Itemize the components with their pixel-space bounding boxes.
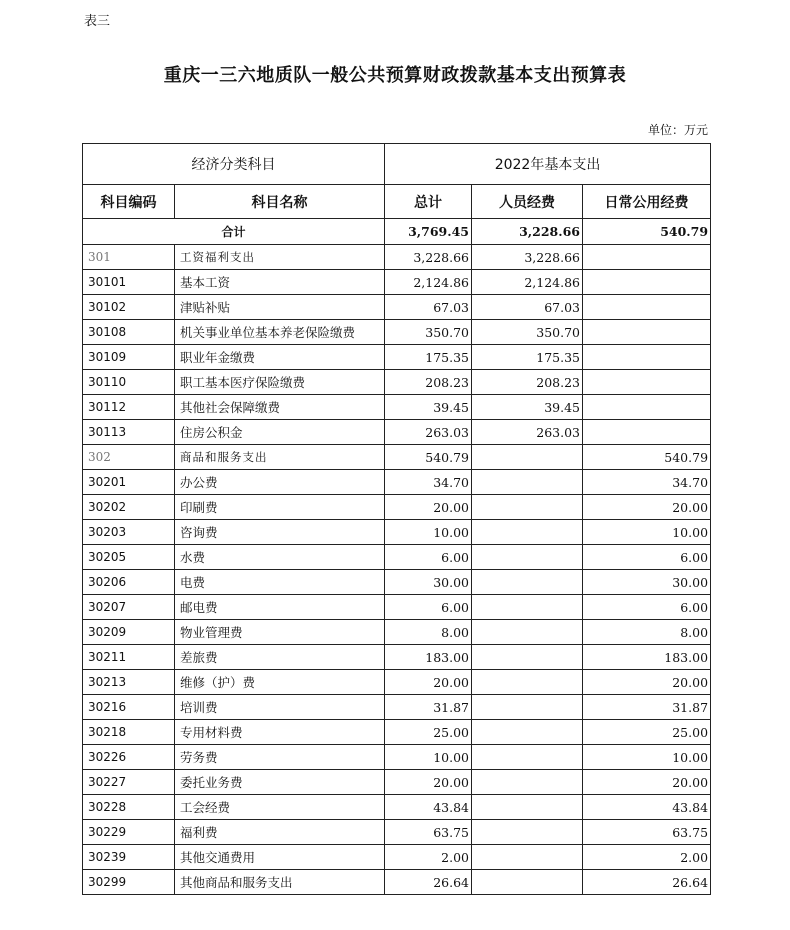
row-total-cell: 43.84	[385, 795, 472, 820]
unit-label: 单位：万元	[647, 123, 708, 137]
row-code-cell: 30112	[83, 395, 175, 420]
row-code-cell: 302	[83, 445, 175, 470]
category-group-header: 经济分类科目	[83, 144, 385, 185]
row-personnel-cell: 39.45	[472, 395, 583, 420]
table-row	[83, 470, 711, 495]
row-personnel-cell	[472, 470, 583, 495]
row-code-cell: 30216	[83, 695, 175, 720]
row-name-cell: 印刷费	[175, 495, 385, 520]
row-total-cell: 10.00	[385, 745, 472, 770]
table-row	[83, 795, 711, 820]
code-column-header: 科目编码	[83, 185, 175, 219]
row-public-cell	[583, 420, 711, 445]
row-personnel-cell	[472, 820, 583, 845]
row-personnel-cell	[472, 770, 583, 795]
row-public-cell: 63.75	[583, 820, 711, 845]
row-code-cell: 30205	[83, 545, 175, 570]
row-public-cell: 183.00	[583, 645, 711, 670]
row-name-cell: 职业年金缴费	[175, 345, 385, 370]
table-row	[83, 645, 711, 670]
row-public-cell: 25.00	[583, 720, 711, 745]
row-personnel-cell	[472, 745, 583, 770]
row-name-cell: 差旅费	[175, 645, 385, 670]
row-code-cell: 30227	[83, 770, 175, 795]
row-code-cell: 301	[83, 245, 175, 270]
row-code-cell: 30207	[83, 595, 175, 620]
row-code-cell: 30202	[83, 495, 175, 520]
row-personnel-cell	[472, 570, 583, 595]
table-row	[83, 270, 711, 295]
row-total-cell: 25.00	[385, 720, 472, 745]
row-name-cell: 福利费	[175, 820, 385, 845]
row-public-cell: 10.00	[583, 520, 711, 545]
row-personnel-cell: 3,228.66	[472, 245, 583, 270]
row-name-cell: 委托业务费	[175, 770, 385, 795]
table-row	[83, 870, 711, 895]
total-cell: 3,769.45	[385, 219, 472, 245]
page-title: 重庆一三六地质队一般公共预算财政拨款基本支出预算表	[163, 65, 627, 86]
row-total-cell: 350.70	[385, 320, 472, 345]
public-column-header: 日常公用经费	[583, 185, 711, 219]
row-personnel-cell	[472, 595, 583, 620]
row-code-cell: 30299	[83, 870, 175, 895]
row-total-cell: 20.00	[385, 670, 472, 695]
table-row	[83, 695, 711, 720]
row-code-cell: 30206	[83, 570, 175, 595]
row-personnel-cell	[472, 445, 583, 470]
row-total-cell: 540.79	[385, 445, 472, 470]
table-row	[83, 570, 711, 595]
row-personnel-cell	[472, 520, 583, 545]
row-code-cell: 30201	[83, 470, 175, 495]
row-personnel-cell: 263.03	[472, 420, 583, 445]
row-personnel-cell: 350.70	[472, 320, 583, 345]
row-public-cell: 20.00	[583, 495, 711, 520]
row-code-cell: 30113	[83, 420, 175, 445]
row-total-cell: 2,124.86	[385, 270, 472, 295]
table-row	[83, 420, 711, 445]
row-total-cell: 30.00	[385, 570, 472, 595]
table-row	[83, 520, 711, 545]
row-total-cell: 263.03	[385, 420, 472, 445]
row-code-cell: 30239	[83, 845, 175, 870]
row-personnel-cell: 67.03	[472, 295, 583, 320]
row-code-cell: 30109	[83, 345, 175, 370]
name-column-header: 科目名称	[175, 185, 385, 219]
category-row	[83, 445, 711, 470]
row-code-cell: 30110	[83, 370, 175, 395]
row-public-cell	[583, 295, 711, 320]
row-code-cell: 30108	[83, 320, 175, 345]
table-row	[83, 620, 711, 645]
row-code-cell: 30213	[83, 670, 175, 695]
row-total-cell: 67.03	[385, 295, 472, 320]
total-row	[83, 219, 711, 245]
row-personnel-cell	[472, 795, 583, 820]
row-public-cell: 20.00	[583, 670, 711, 695]
row-personnel-cell	[472, 720, 583, 745]
year-group-header: 2022年基本支出	[385, 144, 711, 185]
total-column-header: 总计	[385, 185, 472, 219]
column-header-row	[83, 185, 711, 219]
table-row	[83, 395, 711, 420]
row-personnel-cell: 2,124.86	[472, 270, 583, 295]
row-name-cell: 邮电费	[175, 595, 385, 620]
total-public-cell: 540.79	[583, 219, 711, 245]
table-row	[83, 295, 711, 320]
row-name-cell: 工会经费	[175, 795, 385, 820]
row-public-cell	[583, 270, 711, 295]
row-public-cell: 540.79	[583, 445, 711, 470]
row-code-cell: 30229	[83, 820, 175, 845]
row-name-cell: 津贴补贴	[175, 295, 385, 320]
category-row	[83, 245, 711, 270]
group-header-row	[83, 144, 711, 185]
row-total-cell: 208.23	[385, 370, 472, 395]
row-total-cell: 34.70	[385, 470, 472, 495]
table-row	[83, 545, 711, 570]
table-row	[83, 370, 711, 395]
row-name-cell: 水费	[175, 545, 385, 570]
row-public-cell: 6.00	[583, 595, 711, 620]
row-public-cell: 10.00	[583, 745, 711, 770]
row-name-cell: 其他商品和服务支出	[175, 870, 385, 895]
row-personnel-cell	[472, 845, 583, 870]
row-public-cell: 2.00	[583, 845, 711, 870]
row-total-cell: 39.45	[385, 395, 472, 420]
table-row	[83, 820, 711, 845]
row-code-cell: 30209	[83, 620, 175, 645]
table-row	[83, 770, 711, 795]
row-public-cell	[583, 245, 711, 270]
row-total-cell: 183.00	[385, 645, 472, 670]
row-total-cell: 20.00	[385, 495, 472, 520]
row-name-cell: 职工基本医疗保险缴费	[175, 370, 385, 395]
row-total-cell: 6.00	[385, 545, 472, 570]
row-name-cell: 办公费	[175, 470, 385, 495]
row-code-cell: 30102	[83, 295, 175, 320]
row-name-cell: 培训费	[175, 695, 385, 720]
row-total-cell: 20.00	[385, 770, 472, 795]
row-name-cell: 物业管理费	[175, 620, 385, 645]
row-personnel-cell	[472, 495, 583, 520]
row-name-cell: 专用材料费	[175, 720, 385, 745]
row-name-cell: 其他社会保障缴费	[175, 395, 385, 420]
row-personnel-cell	[472, 870, 583, 895]
row-public-cell: 26.64	[583, 870, 711, 895]
row-personnel-cell	[472, 695, 583, 720]
row-name-cell: 劳务费	[175, 745, 385, 770]
table-row	[83, 670, 711, 695]
row-personnel-cell: 175.35	[472, 345, 583, 370]
total-personnel-cell: 3,228.66	[472, 219, 583, 245]
row-name-cell: 维修（护）费	[175, 670, 385, 695]
row-personnel-cell	[472, 545, 583, 570]
table-row	[83, 720, 711, 745]
row-name-cell: 基本工资	[175, 270, 385, 295]
row-total-cell: 63.75	[385, 820, 472, 845]
row-total-cell: 3,228.66	[385, 245, 472, 270]
row-public-cell	[583, 395, 711, 420]
table-row	[83, 595, 711, 620]
row-code-cell: 30218	[83, 720, 175, 745]
row-personnel-cell	[472, 620, 583, 645]
row-public-cell: 6.00	[583, 545, 711, 570]
row-public-cell: 30.00	[583, 570, 711, 595]
row-name-cell: 电费	[175, 570, 385, 595]
row-total-cell: 26.64	[385, 870, 472, 895]
row-code-cell: 30203	[83, 520, 175, 545]
row-code-cell: 30228	[83, 795, 175, 820]
total-label: 合计	[83, 219, 385, 245]
row-name-cell: 住房公积金	[175, 420, 385, 445]
row-name-cell: 工资福利支出	[175, 245, 385, 270]
row-total-cell: 8.00	[385, 620, 472, 645]
row-code-cell: 30101	[83, 270, 175, 295]
personnel-column-header: 人员经费	[472, 185, 583, 219]
row-personnel-cell	[472, 645, 583, 670]
row-personnel-cell	[472, 670, 583, 695]
row-public-cell	[583, 320, 711, 345]
row-total-cell: 31.87	[385, 695, 472, 720]
table-row	[83, 745, 711, 770]
row-name-cell: 咨询费	[175, 520, 385, 545]
row-public-cell	[583, 345, 711, 370]
table-number-label: 表三	[84, 14, 111, 29]
row-public-cell: 34.70	[583, 470, 711, 495]
row-public-cell: 31.87	[583, 695, 711, 720]
table-body	[83, 219, 711, 895]
row-public-cell: 43.84	[583, 795, 711, 820]
table-row	[83, 345, 711, 370]
row-total-cell: 175.35	[385, 345, 472, 370]
row-total-cell: 2.00	[385, 845, 472, 870]
row-public-cell: 8.00	[583, 620, 711, 645]
row-public-cell: 20.00	[583, 770, 711, 795]
row-name-cell: 机关事业单位基本养老保险缴费	[175, 320, 385, 345]
budget-table	[82, 143, 711, 895]
row-public-cell	[583, 370, 711, 395]
table-row	[83, 320, 711, 345]
row-total-cell: 6.00	[385, 595, 472, 620]
row-code-cell: 30226	[83, 745, 175, 770]
row-name-cell: 商品和服务支出	[175, 445, 385, 470]
table-row	[83, 845, 711, 870]
row-name-cell: 其他交通费用	[175, 845, 385, 870]
row-personnel-cell: 208.23	[472, 370, 583, 395]
row-total-cell: 10.00	[385, 520, 472, 545]
table-row	[83, 495, 711, 520]
row-code-cell: 30211	[83, 645, 175, 670]
